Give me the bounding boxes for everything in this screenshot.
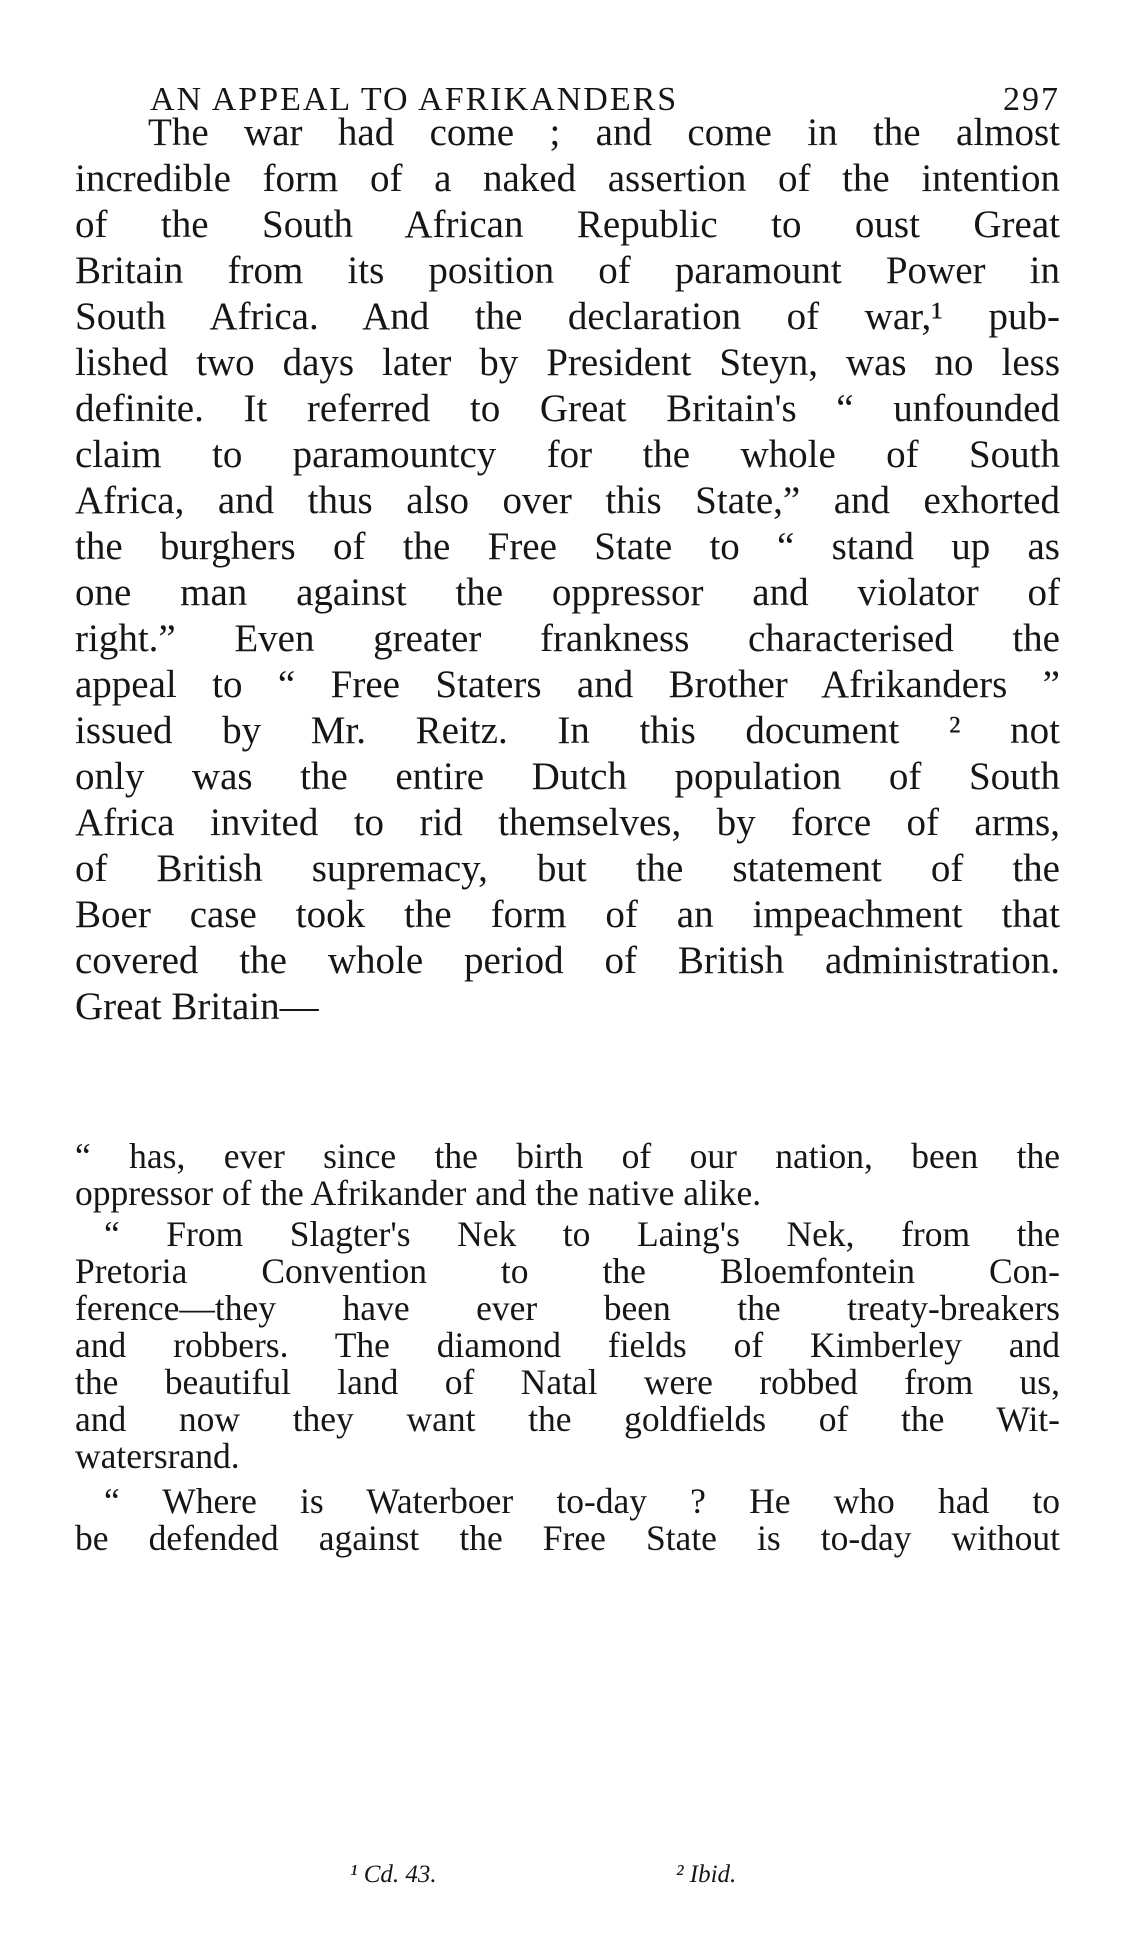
quote-line: watersrand. xyxy=(75,1436,240,1476)
body-line: claim to paramountcy for the whole of South xyxy=(75,433,1060,476)
quote-line: be defended against the Free State is to-day without xyxy=(75,1518,1060,1558)
quote-line: ference—they have ever been the treaty-breakers xyxy=(75,1288,1060,1328)
body-line: definite. It referred to Great Britain's “ unfounded xyxy=(75,387,1060,430)
body-line: South Africa. And the declaration of war,¹ pub- xyxy=(75,295,1060,338)
quote-line: the beautiful land of Natal were robbed from us, xyxy=(75,1362,1060,1402)
body-line: The war had come ; and come in the almost xyxy=(148,111,1060,154)
body-line: lished two days later by President Steyn, was no less xyxy=(75,341,1060,384)
body-line: of British supremacy, but the statement of the xyxy=(75,847,1060,890)
body-line: Africa, and thus also over this State,” and exhorted xyxy=(75,479,1060,522)
body-line: the burghers of the Free State to “ stand up as xyxy=(75,525,1060,568)
body-line: only was the entire Dutch population of South xyxy=(75,755,1060,798)
body-line: one man against the oppressor and violator of xyxy=(75,571,1060,614)
page-number: 297 xyxy=(1003,81,1060,118)
body-line: issued by Mr. Reitz. In this document ² not xyxy=(75,709,1060,752)
body-line: Britain from its position of paramount Power in xyxy=(75,249,1060,292)
footnote-2: ² Ibid. xyxy=(676,1861,737,1888)
quote-line: oppressor of the Afrikander and the native alike. xyxy=(75,1173,762,1213)
quote-line: “ From Slagter's Nek to Laing's Nek, from the xyxy=(104,1214,1060,1254)
body-line: incredible form of a naked assertion of the intention xyxy=(75,157,1060,200)
body-line: Boer case took the form of an impeachment that xyxy=(75,893,1060,936)
footnote-1: ¹ Cd. 43. xyxy=(350,1861,437,1888)
quote-line: “ Where is Waterboer to-day ? He who had to xyxy=(104,1481,1060,1521)
body-line: covered the whole period of British administration. xyxy=(75,939,1060,982)
body-line: right.” Even greater frankness characterised the xyxy=(75,617,1060,660)
body-line: Great Britain— xyxy=(75,985,319,1028)
quote-line: and robbers. The diamond fields of Kimberley and xyxy=(75,1325,1060,1365)
body-line: of the South African Republic to oust Great xyxy=(75,203,1060,246)
body-line: appeal to “ Free Staters and Brother Afrikanders ” xyxy=(75,663,1060,706)
quote-line: and now they want the goldfields of the Wit- xyxy=(75,1399,1060,1439)
quote-line: Pretoria Convention to the Bloemfontein Con- xyxy=(75,1251,1060,1291)
body-line: Africa invited to rid themselves, by force of arms, xyxy=(75,801,1060,844)
running-title: AN APPEAL TO AFRIKANDERS xyxy=(150,81,679,118)
quote-line: “ has, ever since the birth of our nation, been the xyxy=(75,1136,1060,1176)
